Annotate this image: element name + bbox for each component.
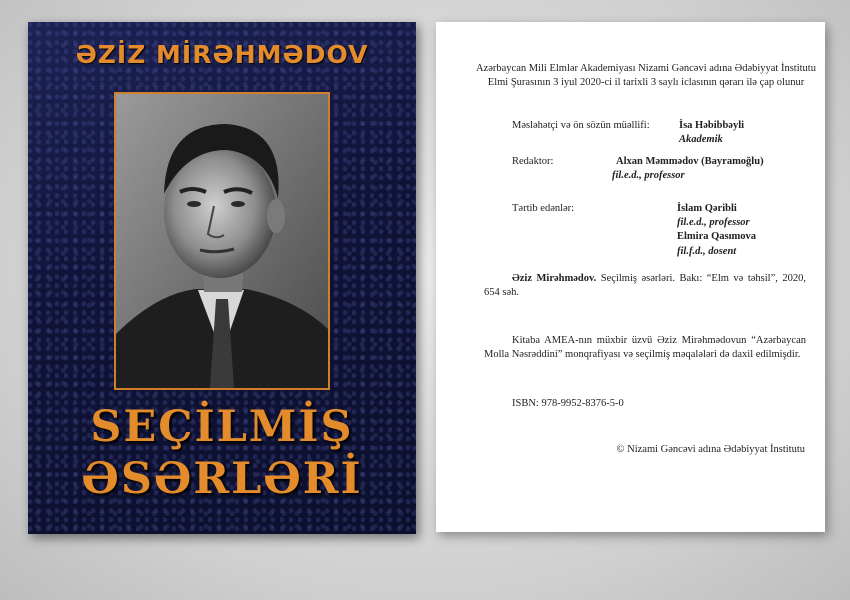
compiler-name: Elmira Qasımova — [677, 231, 757, 243]
advisor-title: Akademik — [679, 134, 723, 146]
book-cover — [28, 22, 416, 534]
cover-author: ƏZİZ MİRƏHMƏDOV — [75, 40, 369, 69]
imprint-page — [436, 22, 825, 532]
editor-title: fil.e.d., professor — [612, 170, 685, 182]
bibliographic-citation — [484, 272, 806, 300]
annotation-text: Kitaba AMEA-nın müxbir üzvü Əziz Mirəhmədovun “Azərbaycan Molla Nəsrəddini” monqrafiyası və seçilmiş məqalələri də daxil edilmişdir. — [484, 335, 806, 361]
book-annotation — [484, 334, 806, 362]
compilers-block — [677, 202, 756, 259]
advisor-label: Məsləhətçi və ön sözün müəllifi: — [512, 120, 650, 131]
compiler-name: İslam Qəribli — [677, 203, 737, 214]
cover-title-line1: SEÇİLMİŞ — [90, 402, 354, 452]
compiler-title: fil.f.d., dosent — [677, 245, 737, 257]
author-portrait — [114, 92, 330, 390]
editor-name: Alxan Məmmədov (Bayramoğlu) — [616, 156, 764, 167]
compiler-title: fil.e.d., professor — [677, 217, 750, 229]
copyright-notice: © Nizami Gəncəvi adına Ədəbiyyat İnstitutu — [616, 444, 805, 455]
compilers-label: Tərtib edənlər: — [512, 203, 575, 214]
cover-title-line2: ƏSƏRLƏRİ — [81, 454, 363, 504]
editor-block — [612, 155, 764, 183]
advisor-name: İsa Həbibbəyli — [679, 120, 745, 131]
advisor-block — [679, 119, 744, 147]
isbn: ISBN: 978-9952-8376-5-0 — [512, 398, 624, 409]
approval-statement: Azərbaycan Mili Elmlər Akademiyası Nizami Gəncəvi adına Ədəbiyyat İnstitutu Elmi Şurasının 3 iyul 2020-ci il tarixli 3 saylı iclasının qərarı ilə çap olunur — [476, 63, 816, 89]
editor-label: Redaktor: — [512, 156, 554, 167]
citation-text: Seçilmiş əsərləri. Bakı: “Elm və təhsil”, 2020, 654 səh. — [484, 273, 806, 299]
citation-author: Əziz Mirəhmədov. — [512, 273, 597, 284]
